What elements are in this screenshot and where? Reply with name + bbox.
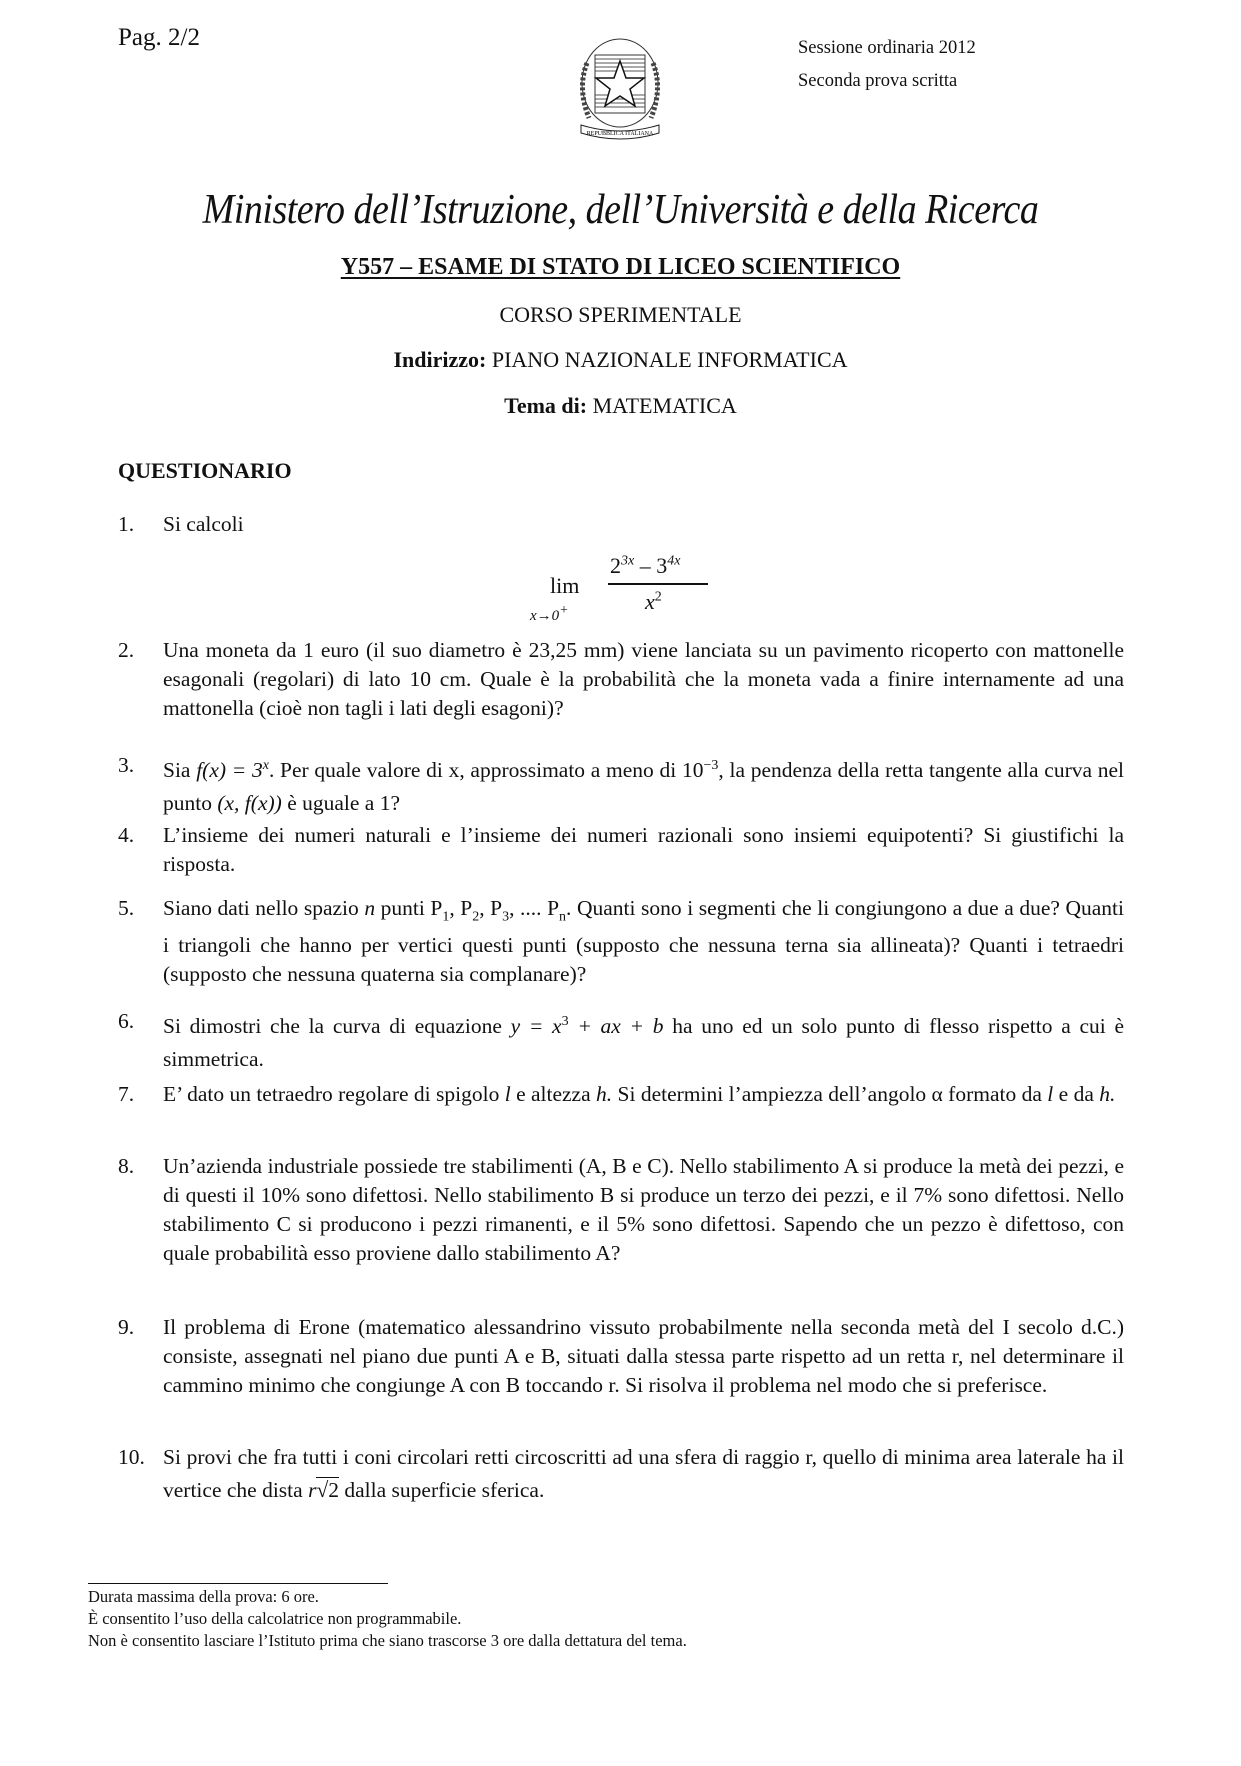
ministry-title: Ministero dell’Istruzione, dell’Università e della Ricerca [202,186,1039,234]
footnotes [88,1586,687,1652]
course-label: CORSO SPERIMENTALE [499,302,742,327]
theme-line: Tema di: MATEMATICA [504,393,737,418]
question-1: 1. Si calcoli [118,512,244,536]
question-7: 7. E’ dato un tetraedro regolare di spigolo l e altezza h. Si determini l’ampiezza dell’angolo α formato da l e da h. [118,1082,1116,1106]
emblem-of-italy-icon [567,33,673,146]
question-10: 10. Si provi che fra tutti i coni circolari retti circoscritti ad una sfera di raggio r, quello di minima area laterale ha il vertice che dista r√2 dalla superficie sferica. [118,1445,1124,1502]
question-6: 6. Si dimostri che la curva di equazione $y = x^3$ + ax + b ha uno ed un solo punto di flesso rispetto a cui è simmetrica. [118,1009,1124,1072]
footnote-duration: Durata massima della prova: 6 ore. [88,1587,319,1606]
svg-text:REPUBBLICA ITALIANA: REPUBBLICA ITALIANA [586,131,654,137]
question-8: 8. Un’azienda industriale possiede tre stabilimenti (A, B e C). Nello stabilimento A si produce la metà dei pezzi, e di questi il 10% sono difettosi. Nello stabilimento B si produce un terzo dei pezzi, e il 7% sono difettosi. Nello stabilimento C si producono i pezzi rimanenti, e il 5% sono difettosi. Sapendo che un pezzo è difettoso, con quale probabilità esso proviene dallo stabilimento A? [118,1154,1124,1265]
page-number: Pag. 2/2 [118,24,200,51]
question-5: 5. Siano dati nello spazio n punti $P_1$, $P_2$, $P_3$, .... $P_n$. Quanti sono i segmenti che li congiungono a due a due? Quanti i triangoli che hanno per vertici questi punti (supposto che nessuna terna sia allineata)? Quanti i tetraedri (supposto che nessuna quaterna sia complanare)? [118,896,1124,987]
limit-formula: lim x→0+ $2^{3x} - 3^{4x}$ $x^2$ [530,545,730,625]
section-title: QUESTIONARIO [118,458,292,483]
question-4: 4. L’insieme dei numeri naturali e l’insieme dei numeri razionali sono insiemi equipotenti? Si giustifichi la risposta. [118,823,1124,876]
question-9: 9. Il problema di Erone (matematico alessandrino vissuto probabilmente nella seconda metà del I secolo d.C.) consiste, assegnati nel piano due punti A e B, situati dalla stessa parte rispetto ad un retta r, nel determinare il cammino minimo che congiunge A con B toccando r. Si risolva il problema nel modo che si preferisce. [118,1315,1124,1397]
footnote-leave-rule: Non è consentito lasciare l’Istituto prima che siano trascorse 3 ore dalla dettatura del tema. [88,1631,687,1650]
question-2: 2. Una moneta da 1 euro (il suo diametro è 23,25 mm) viene lanciata su un pavimento ricoperto con mattonelle esagonali (regolari) di lato 10 cm. Quale è la probabilità che la moneta vada a finire internamente ad una mattonella (cioè non tagli i lati degli esagoni)? [118,638,1124,720]
footnote-divider [88,1583,388,1584]
session-info [798,32,976,98]
exam-title: Y557 – ESAME DI STATO DI LICEO SCIENTIFICO [340,254,901,280]
fraction-bar [608,583,708,585]
address-line: Indirizzo: PIANO NAZIONALE INFORMATICA [393,347,848,372]
test-label: Seconda prova scritta [798,71,958,91]
question-3: 3. Sia $f(x) = 3^x$. Per quale valore di x, approssimato a meno di $10^{-3}$, la pendenza della retta tangente alla curva nel punto (x, f(x)) è uguale a 1? [118,753,1125,816]
footnote-calculator: È consentito l’uso della calcolatrice non programmabile. [88,1609,462,1628]
session-label: Sessione ordinaria 2012 [798,38,976,58]
